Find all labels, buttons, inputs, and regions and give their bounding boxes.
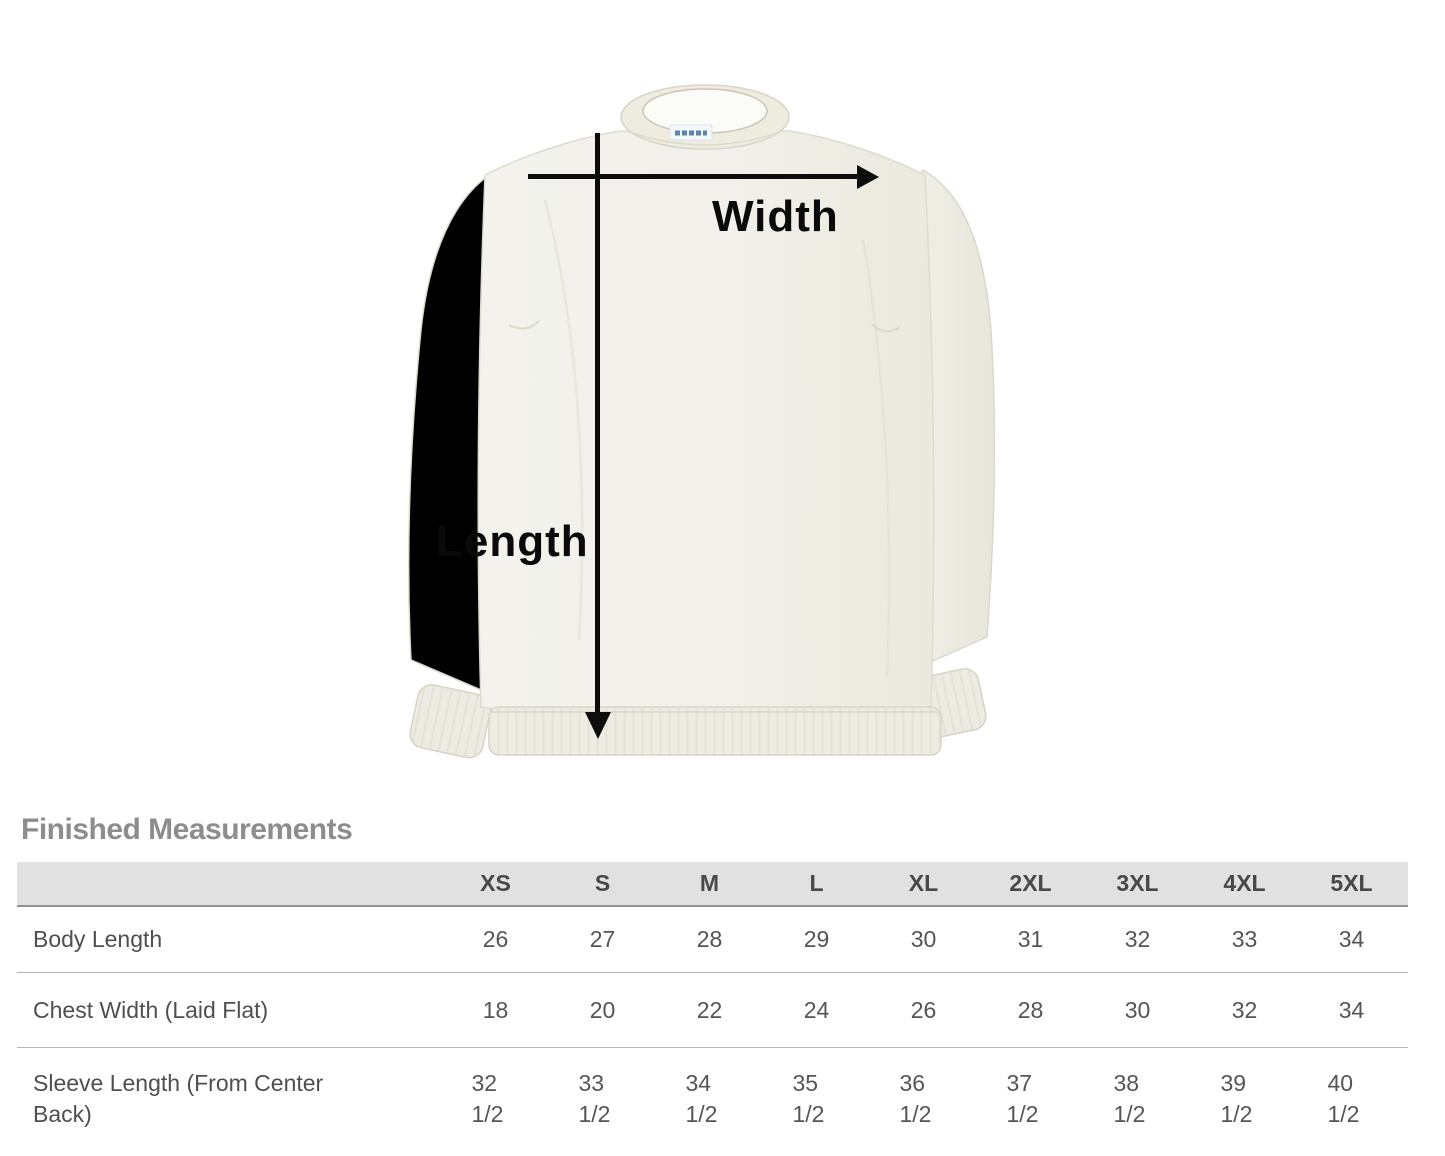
length-arrow <box>595 133 600 713</box>
size-col-header: XS <box>480 870 511 896</box>
length-label: Length <box>436 517 589 566</box>
size-table <box>17 862 1408 1156</box>
measurement-value: 30 <box>1124 996 1151 1023</box>
body-panel <box>478 131 933 724</box>
measurement-value: 24 <box>803 996 830 1023</box>
measurement-value: 26 <box>910 996 937 1023</box>
section-title: Finished Measurements <box>21 813 353 846</box>
waistband <box>489 707 941 755</box>
measurement-value: 34 <box>1338 996 1365 1023</box>
width-label: Width <box>712 192 839 241</box>
measurement-value: 40 1/2 <box>1327 1070 1360 1128</box>
table-row-sleeve-length <box>17 1047 1408 1156</box>
measurement-value: 28 <box>696 926 723 952</box>
size-col-header: 3XL <box>1116 870 1159 896</box>
size-col-header: 5XL <box>1330 870 1373 896</box>
brand-tag <box>670 125 712 140</box>
measurement-value: 34 <box>1338 926 1365 952</box>
size-col-header: L <box>809 870 824 896</box>
measurement-value: 36 1/2 <box>899 1070 932 1128</box>
size-col-header: S <box>594 870 611 896</box>
measurement-value: 27 <box>589 926 616 952</box>
measurement-value: 32 <box>1124 926 1151 952</box>
sweatshirt-image <box>395 75 1015 775</box>
row-label: Sleeve Length (From Center Back) <box>33 1070 324 1128</box>
measurement-value: 32 <box>1231 996 1258 1023</box>
measurement-value: 18 <box>482 996 509 1023</box>
measurement-value: 29 <box>803 926 830 952</box>
measurement-value: 26 <box>482 926 509 952</box>
row-label: Chest Width (Laid Flat) <box>33 996 269 1023</box>
size-table-header <box>17 862 1408 907</box>
measurement-value: 38 1/2 <box>1113 1070 1146 1128</box>
table-row-chest-width <box>17 972 1408 1047</box>
size-col-header: 2XL <box>1009 870 1052 896</box>
measurement-value: 33 <box>1231 926 1258 952</box>
measurement-value: 30 <box>910 926 937 952</box>
row-label: Body Length <box>33 926 163 952</box>
measurement-value: 34 1/2 <box>685 1070 718 1128</box>
measurement-value: 35 1/2 <box>792 1070 825 1128</box>
measurement-value: 20 <box>589 996 616 1023</box>
size-col-header: XL <box>908 870 939 896</box>
measurement-value: 32 1/2 <box>471 1070 504 1128</box>
measurement-value: 31 <box>1017 926 1044 952</box>
width-arrow <box>528 174 858 179</box>
measurement-value: 28 <box>1017 996 1044 1023</box>
size-col-header: M <box>699 870 720 896</box>
measurement-value: 33 1/2 <box>578 1070 611 1128</box>
size-col-header: 4XL <box>1223 870 1266 896</box>
measurement-value: 37 1/2 <box>1006 1070 1039 1128</box>
measurement-value: 22 <box>696 996 723 1023</box>
measurement-value: 39 1/2 <box>1220 1070 1253 1128</box>
table-row-body-length <box>17 907 1408 972</box>
